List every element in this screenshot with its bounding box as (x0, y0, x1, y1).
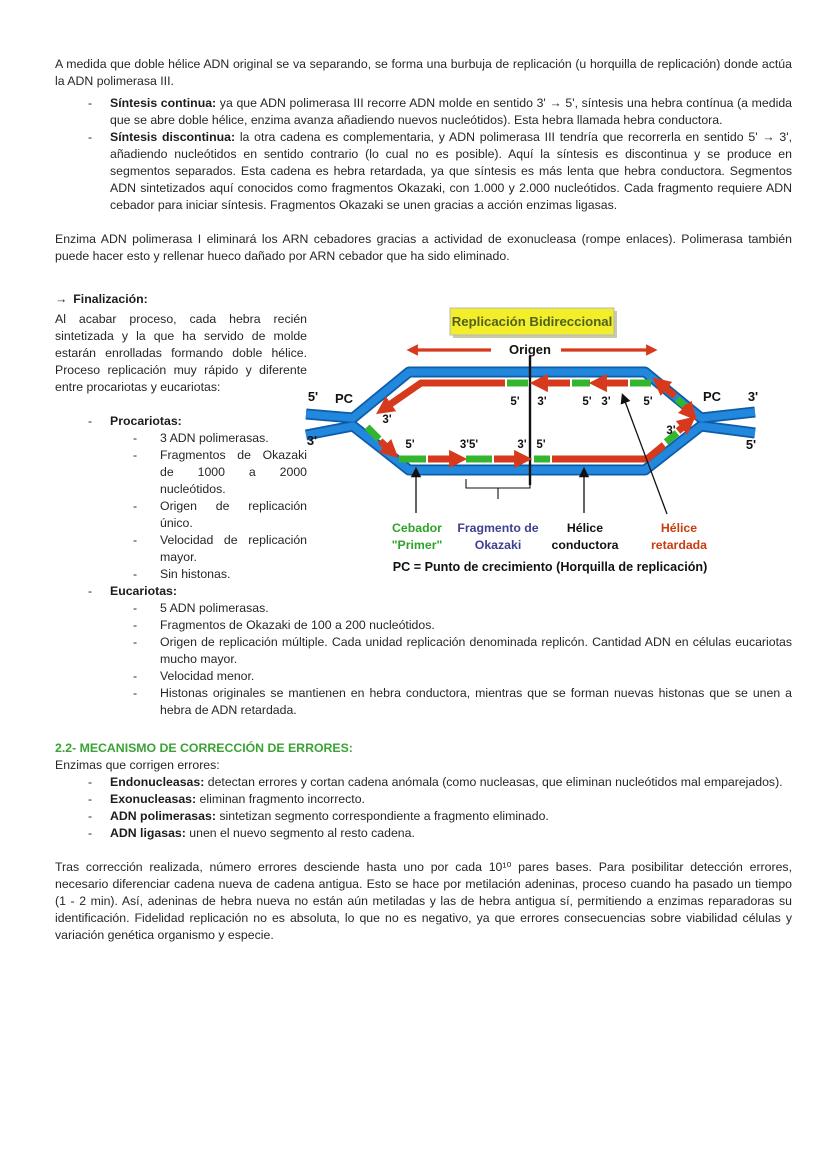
list-item-text: 5 ADN polimerasas. (160, 601, 269, 615)
bullet-dash: - (133, 686, 138, 700)
legend-okazaki-line2: Okazaki (474, 538, 522, 552)
strand-end-label: 5' (307, 389, 319, 404)
prime-mark: 5' (405, 439, 415, 451)
list-item-text: Histonas originales se mantienen en hebra conductora, mientras que se forman nuevas histonas que se unen a hebra de ADN retardada. (160, 686, 792, 717)
bullet-dash: - (88, 96, 93, 110)
prime-mark: 3' (601, 396, 611, 408)
list-item-text: Velocidad menor. (160, 669, 255, 683)
diagram-title: Replicación Bidireccional (451, 314, 613, 329)
legend-lagging-line2: retardada (650, 538, 708, 552)
list-item-label: ADN ligasas: (110, 826, 186, 840)
list-item-text: Velocidad de replicación mayor. (160, 533, 307, 564)
prime-mark: 5' (582, 396, 592, 408)
bullet-dash: - (133, 567, 138, 581)
bullet-dash: - (88, 130, 93, 144)
strand-end-label: 3' (747, 389, 759, 404)
bullet-dash: - (88, 414, 93, 428)
list-item (55, 129, 792, 214)
list-item (55, 634, 792, 668)
finalization-left-column (55, 311, 307, 583)
list-item-text: Sin histonas. (160, 567, 231, 581)
list-item-label: ADN polimerasas: (110, 809, 216, 823)
prime-mark: 3' (517, 439, 527, 451)
legend-primer-line2: "Primer" (391, 538, 443, 552)
list-item (55, 498, 307, 532)
polymerase-paragraph: Enzima ADN polimerasa I eliminará los ARN cebadores gracias a actividad de exonucleasa (rompe enlaces). Polimerasa también puede hacer esto y rellenar hueco dañado por ARN cebador que ha sido eliminado. (55, 232, 792, 263)
list-item-label: Síntesis continua: (110, 96, 217, 110)
list-item (55, 825, 792, 842)
list-item-text: eliminan fragmento incorrecto. (196, 792, 365, 806)
list-item (55, 600, 792, 617)
prime-mark: 3'5' (459, 439, 479, 451)
synthesis-list (55, 95, 792, 214)
list-item-text: Fragmentos de Okazaki de 1000 a 2000 nucleótidos. (160, 448, 307, 496)
bullet-dash: - (133, 533, 138, 547)
prime-mark: 3' (382, 414, 392, 426)
list-item-text: Fragmentos de Okazaki de 100 a 200 nucleótidos. (160, 618, 435, 632)
finalization-paragraph: Al acabar proceso, cada hebra recién sintetizada y la que ha servido de molde estarán enrolladas formando doble hélice. Proceso replicación muy rápido y diferente entre procariotas y eucariotas: (55, 312, 307, 394)
finalization-section (55, 311, 792, 583)
annotation-arrows (416, 396, 667, 514)
bullet-dash: - (133, 601, 138, 615)
eukaryotes-label: Eucariotas: (110, 584, 177, 598)
legend-leading-line1: Hélice (566, 521, 604, 535)
list-item (55, 774, 792, 791)
replication-diagram (303, 302, 791, 590)
list-item-text: detectan errores y cortan cadena anómala (como nucleasas, que eliminan nucleótidos mal emparejados). (204, 775, 783, 789)
bullet-dash: - (133, 635, 138, 649)
list-item (55, 808, 792, 825)
strand-end-label: 5' (745, 437, 757, 452)
list-item-text: unen el nuevo segmento al resto cadena. (185, 826, 415, 840)
diagram-title-box (450, 308, 617, 338)
arrow-right-icon: → (55, 292, 68, 306)
prokaryotes-label: Procariotas: (110, 414, 182, 428)
legend-okazaki-line1: Fragmento de (457, 521, 539, 535)
new-strand-bottom (367, 421, 690, 459)
diagram-legend (392, 521, 707, 552)
closing-paragraph: Tras corrección realizada, número errores desciende hasta uno por cada 10¹⁰ pares bases. Para posibilitar detección errores, necesario diferenciar cadena nueva de cadena antigua. Esto se hace por metilación adeninas, proceso cuando ha pasado un tiempo (1 - 2 min). Así, adeninas de hebra nueva no están aún metiladas y las de hebra antigua sí, permitiendo a enzimas reparadoras su identificación. Fidelidad replicación no es absoluta, lo que no es negativo, ya que errores consecuencias sobre viabilidad células y variación genética organismo y especie. (55, 860, 792, 942)
pc-right-label: PC (702, 389, 722, 404)
bullet-dash: - (88, 792, 93, 806)
bullet-dash: - (133, 669, 138, 683)
list-item-label: Endonucleasas: (110, 775, 205, 789)
prime-mark: 3' (537, 396, 547, 408)
bullet-dash: - (88, 775, 93, 789)
finalization-heading: → Finalización: (55, 292, 148, 306)
list-item (55, 447, 307, 498)
bullet-dash: - (88, 809, 93, 823)
legend-leading-line2: conductora (551, 538, 619, 552)
list-item-text: Origen de replicación múltiple. Cada unidad replicación denominada replicón. Cantidad ADN en células eucariotas mucho mayor. (160, 635, 792, 666)
list-item (55, 617, 792, 634)
document-content (55, 56, 792, 944)
bullet-dash: - (88, 584, 93, 598)
list-item (55, 685, 792, 719)
list-item-label: Exonucleasas: (110, 792, 197, 806)
list-item (55, 532, 307, 566)
bullet-dash: - (133, 618, 138, 632)
origin-label: Origen (509, 342, 551, 357)
eukaryotes-list (55, 583, 792, 719)
list-item-text: Origen de replicación único. (160, 499, 307, 530)
diagram-caption: PC = Punto de crecimiento (Horquilla de replicación) (392, 560, 708, 574)
prime-mark: 5' (510, 396, 520, 408)
list-item (55, 668, 792, 685)
bullet-dash: - (88, 826, 93, 840)
list-item-text: sintetizan segmento correspondiente a fragmento eliminado. (215, 809, 549, 823)
list-item-text: 3 ADN polimerasas. (160, 431, 269, 445)
list-item-text: la otra cadena es complementaria, y ADN polimerasa III tendría que recorrerla en sentido 5' → 3', añadiendo nucleótidos en sentido contrario (lo cual no es posible). Aquí la síntesis es discontinua y se produce en segmentos separados. Esta cadena es hebra retardada, ya que síntesis es más lenta que hebra conductora. Segmentos ADN sintetizados aquí conocidos como fragmentos Okazaki, con 1.000 y 2.000 nucleótidos. Cada fragmento requiere ADN cebador para iniciar síntesis. Fragmentos Okazaki se unen gracias a acción enzimas ligasas. (110, 130, 793, 212)
bullet-dash: - (133, 499, 138, 513)
prime-mark: 5' (643, 396, 653, 408)
prime-mark: 3' (666, 425, 676, 437)
legend-lagging-line1: Hélice (660, 521, 698, 535)
section-2-2-heading: 2.2- MECANISMO DE CORRECCIÓN DE ERRORES: (55, 741, 353, 755)
list-item (55, 95, 792, 129)
list-item (55, 566, 307, 583)
intro-paragraph: A medida que doble hélice ADN original se va separando, se forma una burbuja de replicación (u horquilla de replicación) donde actúa la ADN polimerasa III. (55, 57, 792, 88)
legend-primer-line1: Cebador (392, 521, 442, 535)
list-item-text: ya que ADN polimerasa III recorre ADN molde en sentido 3' → 5', síntesis una hebra contínua (a medida que se abre doble hélice, enzima avanza añadiendo nuevos nucleótidos). Esta hebra llamada hebra conductora. (110, 96, 793, 127)
prime-mark: 5' (536, 439, 546, 451)
correction-intro: Enzimas que corrigen errores: (55, 758, 220, 772)
list-item (55, 413, 307, 430)
list-item (55, 430, 307, 447)
okazaki-bracket-icon (466, 479, 530, 488)
pc-left-label: PC (334, 391, 354, 406)
list-item (55, 791, 792, 808)
bullet-dash: - (133, 448, 138, 462)
strand-end-label: 3' (306, 433, 318, 448)
list-item-label: Síntesis discontinua: (110, 130, 236, 144)
bullet-dash: - (133, 431, 138, 445)
enzymes-list (55, 774, 792, 842)
